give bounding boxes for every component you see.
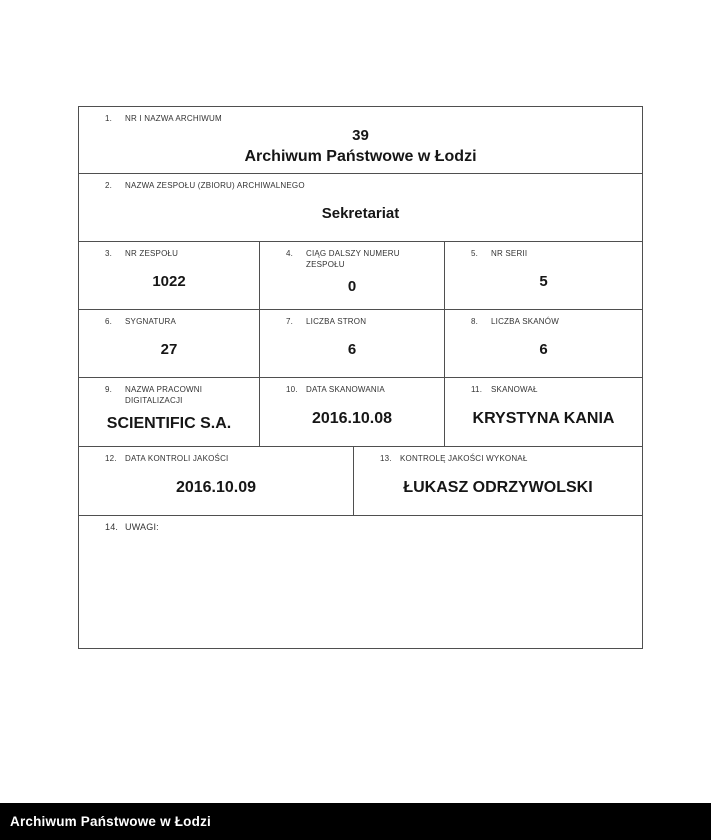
field-8-number: 8. <box>471 317 479 326</box>
field-10-label <box>260 378 444 395</box>
field-4-cell <box>259 242 444 309</box>
footer-archive-name: Archiwum Państwowe w Łodzi <box>10 814 211 829</box>
archive-metadata-table <box>78 106 643 649</box>
field-1-value-number: 39 <box>352 126 369 144</box>
field-9-label-text: NAZWA PRACOWNI DIGITALIZACJI <box>125 385 203 405</box>
field-14-cell <box>79 516 642 648</box>
footer-bar <box>0 803 711 840</box>
field-10-value: 2016.10.08 <box>311 409 393 427</box>
field-1-label-text: NR I NAZWA ARCHIWUM <box>125 114 222 123</box>
field-8-value: 6 <box>539 340 548 358</box>
field-5-number: 5. <box>471 249 479 258</box>
field-9-label <box>79 378 259 406</box>
field-13-cell <box>353 447 642 515</box>
field-3-label <box>79 242 259 259</box>
field-4-number: 4. <box>286 249 294 258</box>
field-9-cell <box>79 378 259 446</box>
field-5-cell <box>444 242 642 309</box>
field-6-label-text: SYGNATURA <box>125 317 176 326</box>
field-10-number: 10. <box>286 385 298 394</box>
field-3-cell <box>79 242 259 309</box>
field-8-label <box>445 310 642 327</box>
field-2-number: 2. <box>105 181 113 190</box>
field-2-label <box>79 174 642 191</box>
field-12-cell <box>79 447 353 515</box>
field-14-label-text: UWAGI: <box>125 522 159 532</box>
field-14-number: 14. <box>105 522 119 532</box>
field-4-label <box>260 242 444 270</box>
field-1-label <box>79 107 642 124</box>
field-1-cell <box>79 107 642 173</box>
field-12-label-text: DATA KONTROLI JAKOŚCI <box>125 454 229 463</box>
field-11-label <box>445 378 642 395</box>
field-6-number: 6. <box>105 317 113 326</box>
field-7-number: 7. <box>286 317 294 326</box>
field-7-label <box>260 310 444 327</box>
field-10-label-text: DATA SKANOWANIA <box>306 385 385 394</box>
field-5-label-text: NR SERII <box>491 249 528 258</box>
field-2-cell <box>79 174 642 241</box>
field-12-label <box>79 447 353 464</box>
field-7-value: 6 <box>347 340 357 358</box>
field-7-cell <box>259 310 444 377</box>
field-12-number: 12. <box>105 454 117 463</box>
field-1-value-name: Archiwum Państwowe w Łodzi <box>244 147 477 165</box>
field-6-cell <box>79 310 259 377</box>
field-14-label <box>79 516 642 533</box>
field-7-label-text: LICZBA STRON <box>306 317 367 326</box>
field-3-value: 1022 <box>152 272 186 290</box>
field-9-value: SCIENTIFIC S.A. <box>106 415 232 433</box>
field-11-label-text: SKANOWAŁ <box>491 385 538 394</box>
field-13-label-text: KONTROLĘ JAKOŚCI WYKONAŁ <box>400 454 528 463</box>
field-11-number: 11. <box>471 385 483 394</box>
field-8-cell <box>444 310 642 377</box>
field-2-label-text: NAZWA ZESPOŁU (ZBIORU) ARCHIWALNEGO <box>125 181 305 190</box>
field-2-value: Sekretariat <box>321 204 400 222</box>
field-1-number: 1. <box>105 114 113 123</box>
field-5-label <box>445 242 642 259</box>
field-13-number: 13. <box>380 454 392 463</box>
field-9-number: 9. <box>105 385 113 394</box>
field-13-value: ŁUKASZ ODRZYWOLSKI <box>403 478 593 496</box>
field-12-value: 2016.10.09 <box>175 478 257 496</box>
field-6-label <box>79 310 259 327</box>
field-6-value: 27 <box>160 340 178 358</box>
field-4-label-text: CIĄG DALSZY NUMERU ZESPOŁU <box>306 249 400 269</box>
field-3-label-text: NR ZESPOŁU <box>125 249 179 258</box>
field-4-value: 0 <box>347 278 357 296</box>
field-10-cell <box>259 378 444 446</box>
field-8-label-text: LICZBA SKANÓW <box>491 317 559 326</box>
field-11-value: KRYSTYNA KANIA <box>472 409 615 427</box>
field-5-value: 5 <box>539 272 548 290</box>
field-11-cell <box>444 378 642 446</box>
field-13-label <box>354 447 642 464</box>
field-3-number: 3. <box>105 249 113 258</box>
